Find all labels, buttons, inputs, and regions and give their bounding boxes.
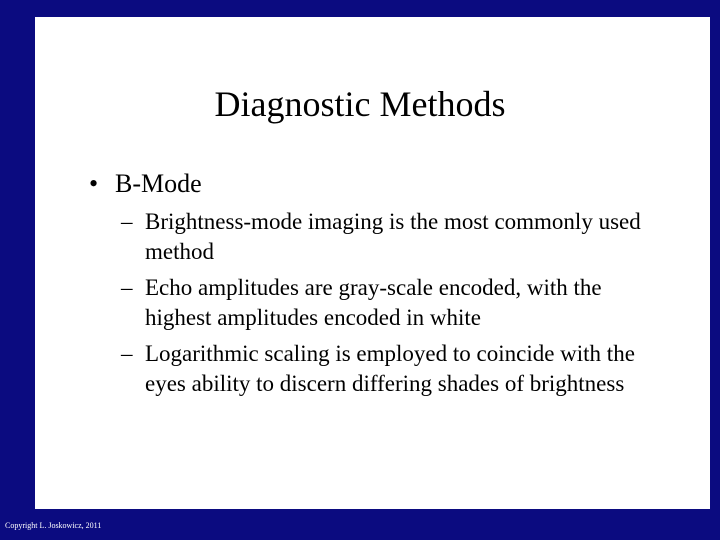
bullet-marker: • — [89, 169, 99, 198]
bullet-item — [89, 168, 202, 200]
sub-bullet-text: Echo amplitudes are gray-scale encoded, with the highest amplitudes encoded in white — [145, 275, 602, 330]
dash-marker: – — [121, 209, 133, 234]
slide-title: Diagnostic Methods — [214, 84, 506, 124]
dash-marker: – — [121, 275, 133, 300]
copyright-footer: Copyright L. Joskowicz, 2011 — [5, 521, 102, 530]
sub-bullet-item — [121, 207, 661, 267]
sub-bullet-item — [121, 273, 661, 333]
sub-bullet-text: Brightness-mode imaging is the most commonly used method — [145, 209, 641, 264]
bullet-text: B-Mode — [115, 169, 202, 198]
sub-bullet-list — [121, 207, 661, 405]
sub-bullet-text: Logarithmic scaling is employed to coincide with the eyes ability to discern differing shades of brightness — [145, 341, 635, 396]
sub-bullet-item — [121, 339, 661, 399]
dash-marker: – — [121, 341, 133, 366]
